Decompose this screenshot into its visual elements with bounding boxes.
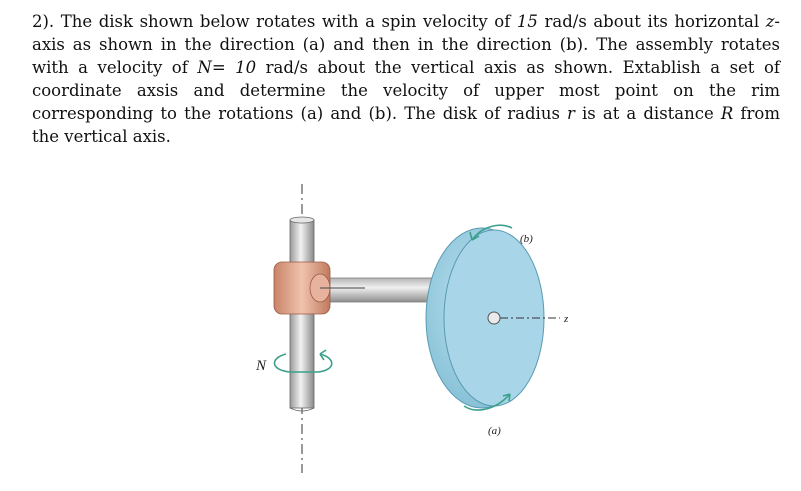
problem-text-6: from the vertical axis. [32, 104, 780, 146]
disk-hub [488, 312, 500, 324]
problem-text-5: is at a distance [574, 104, 721, 123]
label-z: z [564, 313, 569, 325]
problem-text-1: The disk shown below rotates with a spin velocity of [54, 12, 517, 31]
figure-svg [220, 178, 580, 478]
z-axis-symbol: z [765, 12, 775, 31]
problem-text-3: -axis as shown in the direction (a) and then in the direction (b). The assembly rotates with a velocity of [32, 12, 780, 77]
spin-value: 15 [516, 12, 538, 31]
problem-statement [32, 10, 780, 148]
n-value: N= 10 [197, 58, 257, 77]
problem-text-2: rad/s about its horizontal [537, 12, 766, 31]
label-a: (a) [488, 425, 501, 437]
disk-assembly-figure [220, 178, 580, 478]
problem-text-4: rad/s about the vertical axis as shown. Extablish a set of coordinate axsis and determine the velocity of upper most point on the rim corresponding to the rotations (a) and (b). The disk of radius [32, 58, 780, 123]
label-N: N [256, 358, 267, 374]
r-symbol: r [567, 104, 575, 123]
shaft-top-end [290, 217, 314, 223]
label-b: (b) [520, 233, 533, 245]
R-symbol: R [720, 104, 734, 123]
problem-number: 2). [32, 12, 55, 31]
